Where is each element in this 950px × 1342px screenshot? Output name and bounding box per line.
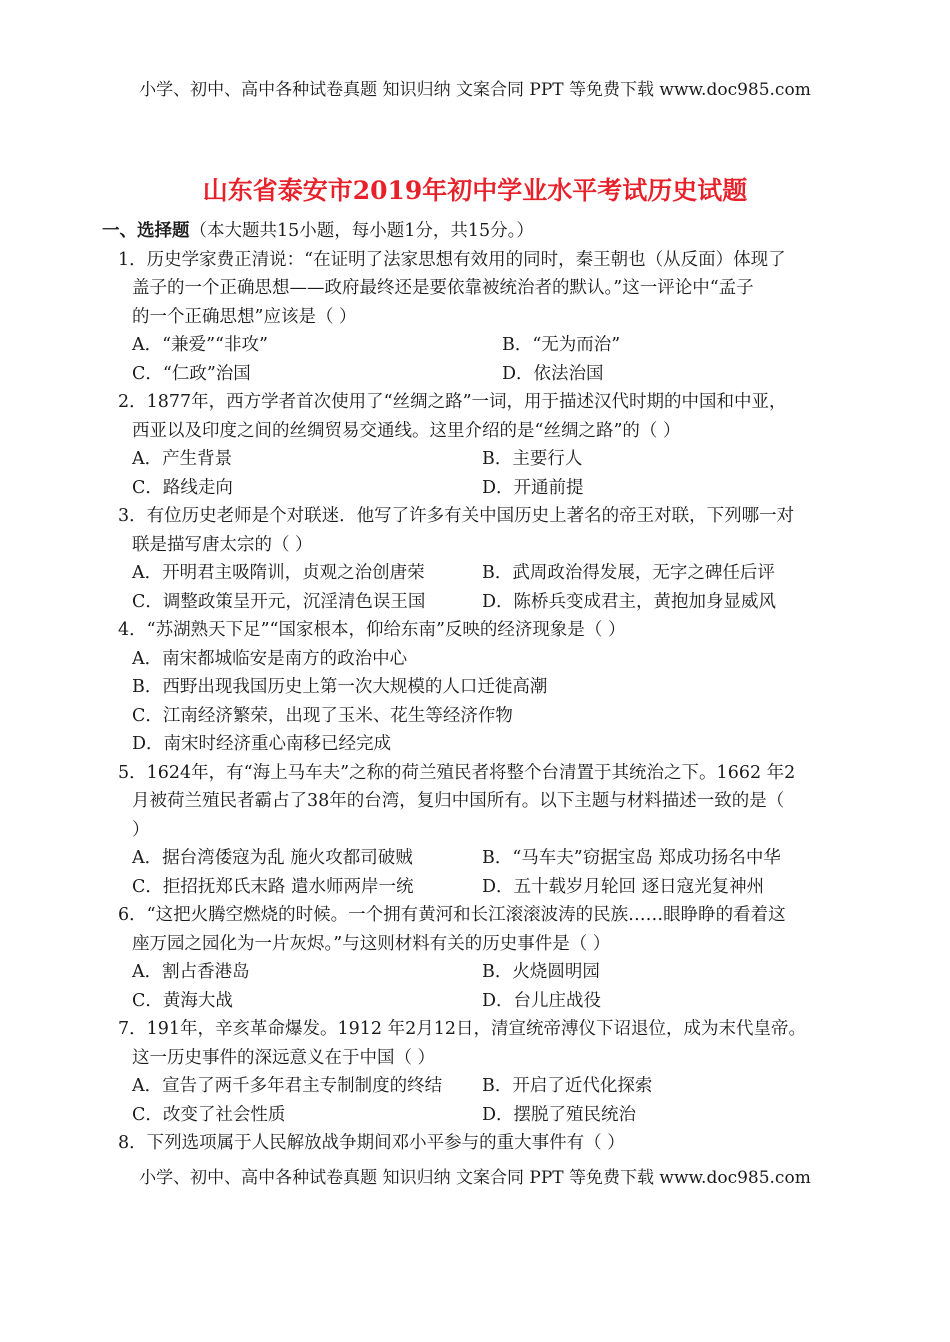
section-note: （本大题共15小题，每小题1分，共15分。） bbox=[189, 221, 534, 241]
option-a: A．宣告了两千多年君主专制制度的终结 bbox=[132, 1076, 443, 1096]
exam-content bbox=[102, 217, 862, 1158]
question-3-line-1: 3．有位历史老师是个对联迷．他写了许多有关中国历史上著名的帝王对联，下列哪一对 bbox=[118, 506, 795, 526]
option-b: B．主要行人 bbox=[482, 449, 583, 469]
question-3-line-2: 联是描写唐太宗的（ ） bbox=[132, 534, 313, 555]
option-b: B．火烧圆明园 bbox=[482, 962, 600, 982]
option-b: B．“无为而治” bbox=[502, 335, 621, 355]
section-label: 一、选择题 bbox=[102, 221, 190, 241]
question-7-options-row-1 bbox=[102, 1072, 862, 1101]
question-6-options-row-2 bbox=[102, 987, 862, 1016]
option-d: D．台儿庄战役 bbox=[482, 990, 602, 1011]
question-6-line-1: 6．“这把火腾空燃烧的时候。一个拥有黄河和长江滚滚波涛的民族……眼睁睁的看着这 bbox=[118, 905, 786, 925]
page-header: 小学、初中、高中各种试卷真题 知识归纳 文案合同 PPT 等免费下载 www.doc985.com bbox=[139, 80, 811, 100]
option-c: C．路线走向 bbox=[132, 477, 233, 498]
option-a: A．开明君主吸隋训，贞观之治创唐荣 bbox=[132, 563, 425, 583]
question-2-line-1: 2．1877年，西方学者首次使用了“丝绸之路”一词，用于描述汉代时期的中国和中亚， bbox=[118, 392, 787, 412]
question-1-line-1: 1．历史学家费正清说：“在证明了法家思想有效用的同时，秦王朝也（从反面）体现了 bbox=[118, 249, 786, 270]
question-4-option-a: A．南宋都城临安是南方的政治中心 bbox=[132, 648, 408, 669]
question-5-line-1: 5．1624年，有“海上马车夫”之称的荷兰殖民者将整个台清置于其统治之下。1662 年2 bbox=[118, 762, 796, 783]
question-4-option-b: B．西野出现我国历史上第一次大规模的人口迁徙高潮 bbox=[132, 677, 548, 697]
question-3-options-row-1 bbox=[102, 559, 862, 588]
question-5-line-3: ） bbox=[132, 819, 150, 840]
question-6-options-row-1 bbox=[102, 958, 862, 987]
option-a: A．割占香港岛 bbox=[132, 962, 250, 982]
option-a: A．据台湾倭寇为乱 施火攻都司破贼 bbox=[132, 848, 413, 868]
question-6-line-2: 座万园之园化为一片灰烬。”与这则材料有关的历史事件是（ ） bbox=[132, 933, 611, 954]
option-c: C．拒招抚郑氏末路 遣水师两岸一统 bbox=[132, 876, 414, 897]
option-c: C．改变了社会性质 bbox=[132, 1104, 286, 1125]
question-3-options-row-2 bbox=[102, 588, 862, 617]
question-7-line-2: 这一历史事件的深远意义在于中国（ ） bbox=[132, 1047, 436, 1068]
option-b: B．“马车夫”窃据宝岛 郑成功扬名中华 bbox=[482, 848, 781, 868]
page-footer: 小学、初中、高中各种试卷真题 知识归纳 文案合同 PPT 等免费下载 www.doc985.com bbox=[139, 1168, 811, 1188]
question-5-line-2: 月被荷兰殖民者霸占了38年的台湾，复归中国所有。以下主题与材料描述一致的是（ bbox=[132, 791, 785, 811]
question-1-line-3: 的一个正确思想”应该是（ ） bbox=[132, 306, 357, 327]
option-b: B．武周政治得发展，无字之碑任后评 bbox=[482, 563, 775, 583]
question-8-line-1: 8．下列选项属于人民解放战争期间邓小平参与的重大事件有（ ） bbox=[118, 1133, 625, 1153]
option-c: C．“仁政”治国 bbox=[132, 363, 251, 384]
question-7-options-row-2 bbox=[102, 1101, 862, 1130]
section-heading bbox=[102, 217, 862, 246]
question-4-option-d: D．南宋时经济重心南移已经完成 bbox=[132, 734, 392, 754]
question-5-options-row-2 bbox=[102, 873, 862, 902]
question-4-option-c: C．江南经济繁荣，出现了玉米、花生等经济作物 bbox=[132, 705, 513, 726]
question-2-options-row-1 bbox=[102, 445, 862, 474]
exam-title: 山东省泰安市2019年初中学业水平考试历史试题 bbox=[202, 176, 748, 205]
question-4-line-1: 4．“苏湖熟天下足”“国家根本，仰给东南”反映的经济现象是（ ） bbox=[118, 620, 626, 640]
question-5-options-row-1 bbox=[102, 844, 862, 873]
option-d: D．依法治国 bbox=[502, 363, 604, 384]
question-1-line-2: 盖子的一个正确思想——政府最终还是要依靠被统治者的默认。”这一评论中“孟子 bbox=[132, 278, 754, 298]
question-1-options-row-1 bbox=[102, 331, 862, 360]
question-2-line-2: 西亚以及印度之间的丝绸贸易交通线。这里介绍的是“丝绸之路”的（ ） bbox=[132, 420, 681, 441]
option-d: D．陈桥兵变成君主，黄抱加身显威风 bbox=[482, 591, 777, 612]
option-c: C．黄海大战 bbox=[132, 990, 233, 1011]
question-7-line-1: 7．191年，辛亥革命爆发。1912 年2月12日，清宣统帝溥仪下诏退位，成为末代皇帝。 bbox=[118, 1019, 807, 1039]
option-a: A．“兼爱”“非攻” bbox=[132, 335, 268, 355]
question-2-options-row-2 bbox=[102, 474, 862, 503]
option-b: B．开启了近代化探索 bbox=[482, 1076, 653, 1096]
option-d: D．开通前提 bbox=[482, 477, 584, 498]
question-1-options-row-2 bbox=[102, 360, 862, 389]
option-c: C．调整政策呈开元，沉淫清色误王国 bbox=[132, 591, 426, 612]
option-a: A．产生背景 bbox=[132, 449, 233, 469]
option-d: D．摆脱了殖民统治 bbox=[482, 1104, 637, 1125]
option-d: D．五十载岁月轮回 逐日寇光复神州 bbox=[482, 876, 765, 897]
